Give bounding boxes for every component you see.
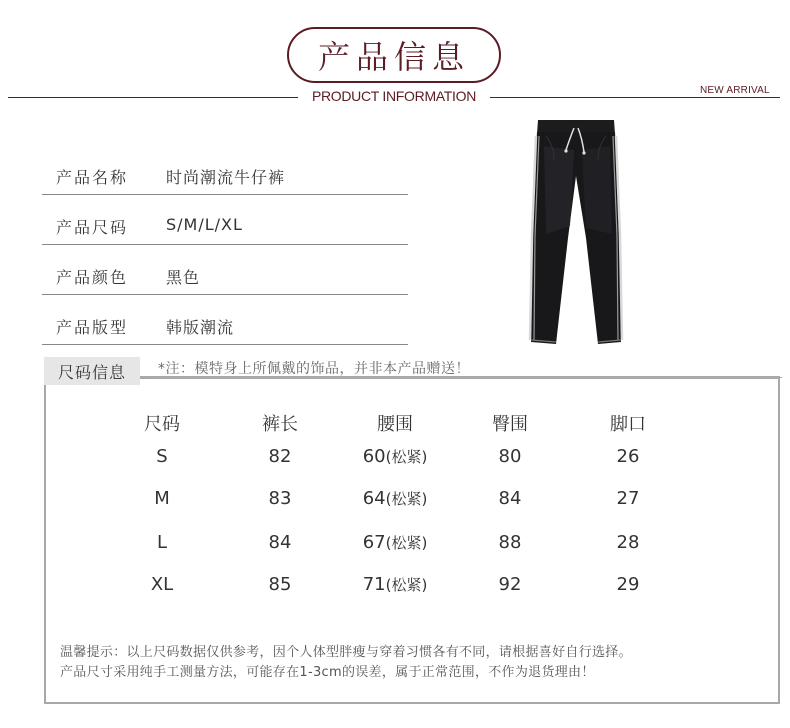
- table-cell-size: XL: [150, 574, 174, 595]
- info-value: S/M/L/XL: [166, 215, 243, 234]
- table-cell-length: 84: [268, 532, 292, 553]
- new-arrival-badge: NEW ARRIVAL: [700, 85, 770, 96]
- table-cell-hip: 80: [498, 446, 522, 467]
- size-note: *注：模特身上所佩戴的饰品，并非本产品赠送！: [158, 361, 470, 377]
- tip-line: 温馨提示：以上尺码数据仅供参考，因个人体型胖瘦与穿着习惯各有不同，请根据喜好自行选择。: [60, 645, 632, 660]
- info-row-fit: [42, 295, 408, 345]
- section-title: 产品信息: [287, 27, 501, 83]
- table-cell-hem: 26: [616, 446, 640, 467]
- col-header-length: 裤长: [262, 414, 298, 435]
- table-cell-length: 85: [268, 574, 292, 595]
- info-label: 产品版型: [56, 318, 129, 337]
- table-cell-length: 82: [268, 446, 292, 467]
- info-value: 时尚潮流牛仔裤: [166, 168, 286, 187]
- table-cell-hem: 27: [616, 488, 640, 509]
- table-cell-waist: 71(松紧): [362, 574, 428, 595]
- header-rule-left: [8, 97, 298, 98]
- info-value: 韩版潮流: [166, 318, 235, 337]
- col-header-waist: 腰围: [377, 414, 413, 435]
- table-cell-size: L: [156, 532, 168, 553]
- info-row-color: [42, 245, 408, 295]
- info-value: 黑色: [166, 268, 201, 287]
- table-cell-size: M: [154, 488, 170, 509]
- size-info-tab: 尺码信息: [44, 357, 140, 385]
- table-cell-size: S: [156, 446, 168, 467]
- info-row-name: [42, 145, 408, 195]
- product-jeans-image: [524, 116, 628, 348]
- header-rule-right: [490, 97, 780, 98]
- table-cell-hem: 29: [616, 574, 640, 595]
- col-header-hip: 臀围: [492, 414, 528, 435]
- info-label: 产品尺码: [56, 218, 129, 237]
- col-header-size: 尺码: [144, 414, 180, 435]
- table-cell-waist: 60(松紧): [362, 446, 428, 467]
- table-cell-hip: 88: [498, 532, 522, 553]
- section-subtitle: PRODUCT INFORMATION: [311, 88, 477, 104]
- col-header-hem: 脚口: [610, 414, 646, 435]
- table-cell-hip: 84: [498, 488, 522, 509]
- table-cell-hem: 28: [616, 532, 640, 553]
- table-cell-waist: 64(松紧): [362, 488, 428, 509]
- table-cell-length: 83: [268, 488, 292, 509]
- info-label: 产品名称: [56, 168, 129, 187]
- info-label: 产品颜色: [56, 268, 129, 287]
- table-cell-waist: 67(松紧): [362, 532, 428, 553]
- info-row-size: [42, 195, 408, 245]
- table-cell-hip: 92: [498, 574, 522, 595]
- tip-line: 产品尺寸采用纯手工测量方法，可能存在1-3cm的误差，属于正常范围，不作为退货理由！: [60, 665, 595, 680]
